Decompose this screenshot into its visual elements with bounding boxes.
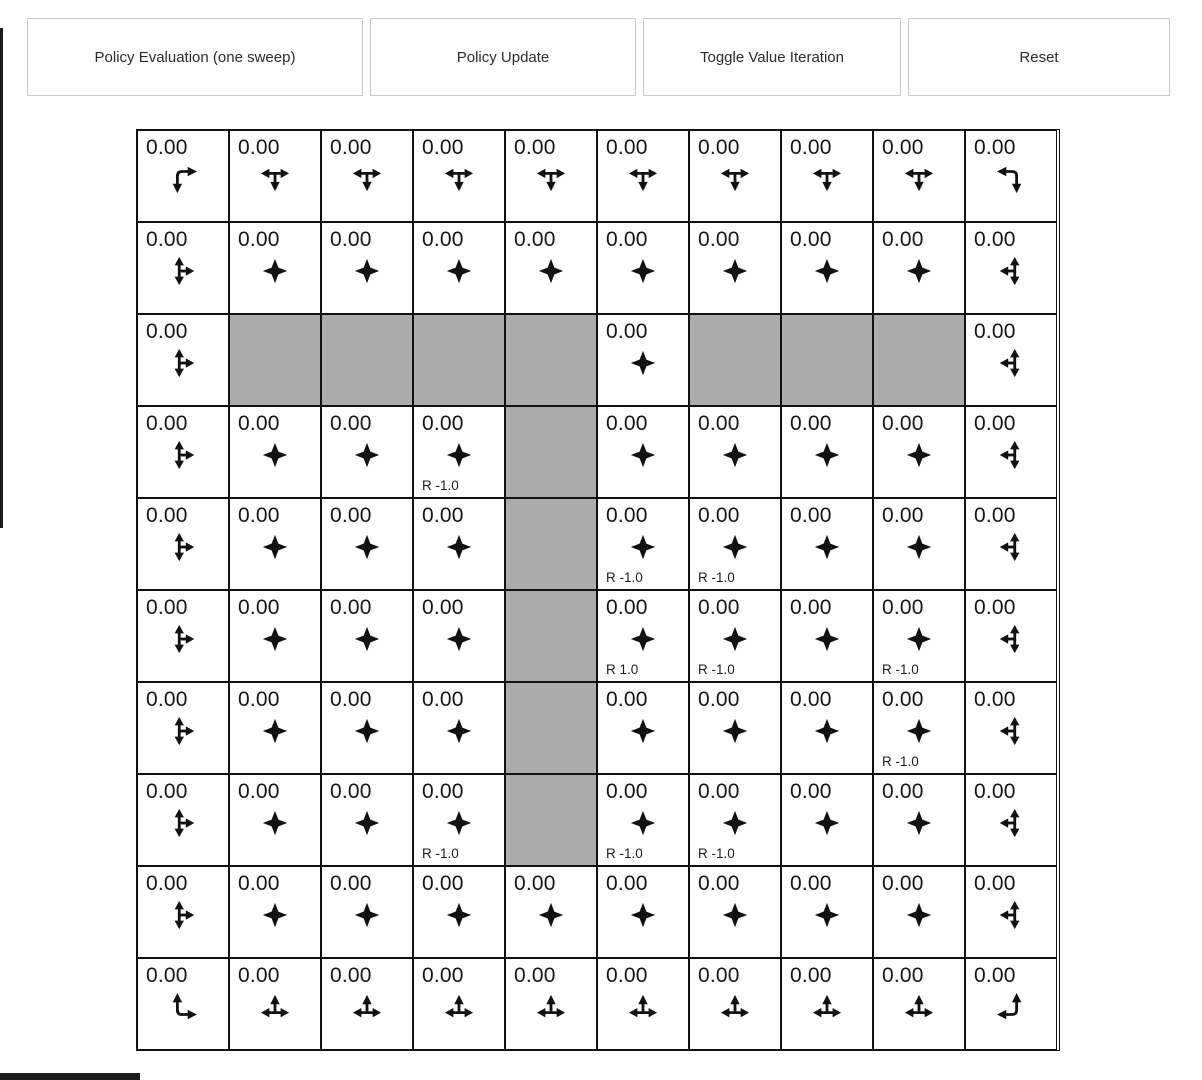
grid-cell[interactable] <box>873 130 965 222</box>
grid-cell[interactable] <box>413 498 505 590</box>
state-value: 0.00 <box>974 872 1016 895</box>
grid-cell[interactable] <box>137 958 229 1050</box>
grid-cell[interactable] <box>137 774 229 866</box>
state-value: 0.00 <box>974 504 1016 527</box>
state-value: 0.00 <box>698 688 740 711</box>
state-value: 0.00 <box>146 688 188 711</box>
grid-cell[interactable] <box>413 682 505 774</box>
grid-cell[interactable] <box>597 590 689 682</box>
policy-arrows-icon <box>168 348 198 378</box>
state-value: 0.00 <box>882 412 924 435</box>
state-value: 0.00 <box>974 596 1016 619</box>
grid-cell[interactable] <box>689 406 781 498</box>
toggle-value-iteration-button[interactable]: Toggle Value Iteration <box>643 18 901 96</box>
state-value: 0.00 <box>698 504 740 527</box>
policy-arrows-icon <box>996 992 1026 1022</box>
grid-cell[interactable] <box>781 866 873 958</box>
grid-cell[interactable] <box>321 406 413 498</box>
policy-arrows-icon <box>260 164 290 194</box>
policy-arrows-icon <box>444 992 474 1022</box>
reward-label: R -1.0 <box>606 570 643 585</box>
state-value: 0.00 <box>698 964 740 987</box>
grid-cell[interactable] <box>505 866 597 958</box>
grid-cell[interactable] <box>137 130 229 222</box>
state-value: 0.00 <box>606 228 648 251</box>
grid-wall-cell <box>413 314 505 406</box>
state-value: 0.00 <box>330 596 372 619</box>
policy-arrows-icon <box>812 808 842 838</box>
grid-cell[interactable] <box>597 498 689 590</box>
state-value: 0.00 <box>146 412 188 435</box>
grid-cell[interactable] <box>413 774 505 866</box>
state-value: 0.00 <box>606 136 648 159</box>
state-value: 0.00 <box>330 504 372 527</box>
gridworld <box>136 129 1202 1051</box>
reward-label: R -1.0 <box>606 846 643 861</box>
grid-cell[interactable] <box>137 590 229 682</box>
grid-cell[interactable] <box>965 958 1057 1050</box>
grid-wall-cell <box>505 774 597 866</box>
grid-cell[interactable] <box>505 130 597 222</box>
grid-cell[interactable] <box>597 866 689 958</box>
state-value: 0.00 <box>146 964 188 987</box>
grid-cell[interactable] <box>965 682 1057 774</box>
grid-cell[interactable] <box>413 130 505 222</box>
policy-arrows-icon <box>812 992 842 1022</box>
toolbar <box>0 0 1202 96</box>
reward-label: R -1.0 <box>698 662 735 677</box>
state-value: 0.00 <box>238 136 280 159</box>
gridworld-grid <box>136 129 1060 1051</box>
grid-cell[interactable] <box>965 774 1057 866</box>
policy-arrows-icon <box>352 624 382 654</box>
policy-arrows-icon <box>628 440 658 470</box>
policy-arrows-icon <box>168 992 198 1022</box>
policy-arrows-icon <box>628 164 658 194</box>
policy-arrows-icon <box>536 164 566 194</box>
policy-update-button[interactable]: Policy Update <box>370 18 636 96</box>
grid-cell[interactable] <box>597 682 689 774</box>
policy-arrows-icon <box>996 900 1026 930</box>
policy-arrows-icon <box>720 532 750 562</box>
reset-button[interactable]: Reset <box>908 18 1170 96</box>
reward-label: R -1.0 <box>698 570 735 585</box>
grid-cell[interactable] <box>965 222 1057 314</box>
policy-arrows-icon <box>812 900 842 930</box>
state-value: 0.00 <box>238 596 280 619</box>
state-value: 0.00 <box>790 596 832 619</box>
state-value: 0.00 <box>422 780 464 803</box>
policy-arrows-icon <box>720 808 750 838</box>
reward-label: R -1.0 <box>882 754 919 769</box>
policy-arrows-icon <box>720 164 750 194</box>
grid-cell[interactable] <box>873 222 965 314</box>
grid-wall-cell <box>505 314 597 406</box>
state-value: 0.00 <box>514 136 556 159</box>
policy-arrows-icon <box>168 624 198 654</box>
state-value: 0.00 <box>422 596 464 619</box>
policy-arrows-icon <box>904 808 934 838</box>
grid-cell[interactable] <box>229 958 321 1050</box>
policy-arrows-icon <box>628 348 658 378</box>
state-value: 0.00 <box>422 964 464 987</box>
grid-cell[interactable] <box>137 866 229 958</box>
grid-cell[interactable] <box>689 590 781 682</box>
policy-arrows-icon <box>352 716 382 746</box>
state-value: 0.00 <box>146 320 188 343</box>
grid-cell[interactable] <box>689 774 781 866</box>
state-value: 0.00 <box>330 228 372 251</box>
state-value: 0.00 <box>514 228 556 251</box>
state-value: 0.00 <box>606 412 648 435</box>
grid-cell[interactable] <box>413 590 505 682</box>
policy-arrows-icon <box>536 256 566 286</box>
policy-arrows-icon <box>996 808 1026 838</box>
state-value: 0.00 <box>146 596 188 619</box>
policy-arrows-icon <box>996 348 1026 378</box>
policy-arrows-icon <box>168 900 198 930</box>
state-value: 0.00 <box>974 780 1016 803</box>
grid-cell[interactable] <box>965 590 1057 682</box>
policy-arrows-icon <box>168 164 198 194</box>
grid-cell[interactable] <box>873 590 965 682</box>
grid-cell[interactable] <box>137 406 229 498</box>
grid-cell[interactable] <box>689 866 781 958</box>
grid-cell[interactable] <box>229 222 321 314</box>
grid-cell[interactable] <box>321 866 413 958</box>
state-value: 0.00 <box>330 412 372 435</box>
policy-arrows-icon <box>260 900 290 930</box>
policy-arrows-icon <box>812 440 842 470</box>
state-value: 0.00 <box>606 964 648 987</box>
policy-arrows-icon <box>812 716 842 746</box>
policy-evaluation-button[interactable]: Policy Evaluation (one sweep) <box>27 18 363 96</box>
state-value: 0.00 <box>514 964 556 987</box>
policy-arrows-icon <box>444 532 474 562</box>
grid-cell[interactable] <box>597 314 689 406</box>
reward-label: R -1.0 <box>882 662 919 677</box>
policy-arrows-icon <box>260 716 290 746</box>
grid-cell[interactable] <box>689 498 781 590</box>
grid-cell[interactable] <box>321 682 413 774</box>
state-value: 0.00 <box>146 872 188 895</box>
state-value: 0.00 <box>238 780 280 803</box>
state-value: 0.00 <box>790 688 832 711</box>
grid-cell[interactable] <box>597 130 689 222</box>
policy-arrows-icon <box>260 808 290 838</box>
policy-arrows-icon <box>444 900 474 930</box>
state-value: 0.00 <box>422 228 464 251</box>
state-value: 0.00 <box>882 780 924 803</box>
policy-arrows-icon <box>444 716 474 746</box>
policy-arrows-icon <box>996 716 1026 746</box>
policy-arrows-icon <box>168 440 198 470</box>
grid-cell[interactable] <box>229 774 321 866</box>
policy-arrows-icon <box>260 992 290 1022</box>
grid-cell[interactable] <box>781 498 873 590</box>
grid-cell[interactable] <box>965 406 1057 498</box>
grid-cell[interactable] <box>321 130 413 222</box>
grid-wall-cell <box>689 314 781 406</box>
policy-arrows-icon <box>444 164 474 194</box>
grid-cell[interactable] <box>229 682 321 774</box>
state-value: 0.00 <box>606 320 648 343</box>
grid-cell[interactable] <box>689 958 781 1050</box>
state-value: 0.00 <box>698 872 740 895</box>
policy-arrows-icon <box>260 624 290 654</box>
state-value: 0.00 <box>238 688 280 711</box>
policy-arrows-icon <box>904 440 934 470</box>
state-value: 0.00 <box>238 412 280 435</box>
state-value: 0.00 <box>882 872 924 895</box>
policy-arrows-icon <box>904 164 934 194</box>
policy-arrows-icon <box>352 532 382 562</box>
grid-wall-cell <box>321 314 413 406</box>
state-value: 0.00 <box>606 596 648 619</box>
grid-cell[interactable] <box>781 130 873 222</box>
grid-cell[interactable] <box>689 682 781 774</box>
bottom-edge-artifact <box>0 1073 140 1080</box>
policy-arrows-icon <box>904 716 934 746</box>
policy-arrows-icon <box>168 808 198 838</box>
state-value: 0.00 <box>974 228 1016 251</box>
policy-arrows-icon <box>628 256 658 286</box>
policy-arrows-icon <box>720 256 750 286</box>
grid-cell[interactable] <box>781 222 873 314</box>
policy-arrows-icon <box>720 900 750 930</box>
grid-wall-cell <box>781 314 873 406</box>
policy-arrows-icon <box>260 256 290 286</box>
policy-arrows-icon <box>904 900 934 930</box>
state-value: 0.00 <box>422 688 464 711</box>
state-value: 0.00 <box>606 872 648 895</box>
grid-cell[interactable] <box>229 498 321 590</box>
grid-cell[interactable] <box>781 406 873 498</box>
policy-arrows-icon <box>628 716 658 746</box>
grid-cell[interactable] <box>781 590 873 682</box>
grid-wall-cell <box>505 590 597 682</box>
policy-arrows-icon <box>260 532 290 562</box>
state-value: 0.00 <box>882 228 924 251</box>
state-value: 0.00 <box>606 688 648 711</box>
left-edge-artifact <box>0 28 3 528</box>
grid-cell[interactable] <box>505 222 597 314</box>
policy-arrows-icon <box>904 992 934 1022</box>
state-value: 0.00 <box>146 228 188 251</box>
grid-cell[interactable] <box>229 866 321 958</box>
state-value: 0.00 <box>790 504 832 527</box>
state-value: 0.00 <box>698 136 740 159</box>
reward-label: R -1.0 <box>422 478 459 493</box>
grid-cell[interactable] <box>873 498 965 590</box>
grid-cell[interactable] <box>873 774 965 866</box>
state-value: 0.00 <box>790 136 832 159</box>
policy-arrows-icon <box>168 716 198 746</box>
policy-arrows-icon <box>444 624 474 654</box>
policy-arrows-icon <box>628 532 658 562</box>
state-value: 0.00 <box>882 688 924 711</box>
state-value: 0.00 <box>514 872 556 895</box>
policy-arrows-icon <box>168 532 198 562</box>
state-value: 0.00 <box>698 412 740 435</box>
grid-cell[interactable] <box>137 222 229 314</box>
grid-cell[interactable] <box>597 958 689 1050</box>
grid-cell[interactable] <box>597 406 689 498</box>
grid-wall-cell <box>505 406 597 498</box>
policy-arrows-icon <box>352 440 382 470</box>
grid-wall-cell <box>873 314 965 406</box>
policy-arrows-icon <box>536 900 566 930</box>
grid-cell[interactable] <box>321 958 413 1050</box>
state-value: 0.00 <box>330 780 372 803</box>
grid-cell[interactable] <box>873 958 965 1050</box>
policy-arrows-icon <box>720 440 750 470</box>
state-value: 0.00 <box>606 780 648 803</box>
policy-arrows-icon <box>444 256 474 286</box>
grid-cell[interactable] <box>229 590 321 682</box>
grid-wall-cell <box>505 498 597 590</box>
grid-cell[interactable] <box>229 406 321 498</box>
state-value: 0.00 <box>974 136 1016 159</box>
state-value: 0.00 <box>790 412 832 435</box>
policy-arrows-icon <box>812 532 842 562</box>
state-value: 0.00 <box>974 688 1016 711</box>
policy-arrows-icon <box>168 256 198 286</box>
grid-cell[interactable] <box>965 866 1057 958</box>
reward-label: R 1.0 <box>606 662 639 677</box>
grid-cell[interactable] <box>413 958 505 1050</box>
state-value: 0.00 <box>698 780 740 803</box>
grid-cell[interactable] <box>781 682 873 774</box>
grid-cell[interactable] <box>321 590 413 682</box>
grid-cell[interactable] <box>781 774 873 866</box>
grid-cell[interactable] <box>873 682 965 774</box>
policy-arrows-icon <box>536 992 566 1022</box>
state-value: 0.00 <box>882 964 924 987</box>
policy-arrows-icon <box>352 900 382 930</box>
grid-cell[interactable] <box>137 314 229 406</box>
state-value: 0.00 <box>882 596 924 619</box>
grid-cell[interactable] <box>965 498 1057 590</box>
grid-cell[interactable] <box>965 130 1057 222</box>
policy-arrows-icon <box>904 256 934 286</box>
state-value: 0.00 <box>422 504 464 527</box>
policy-arrows-icon <box>352 992 382 1022</box>
policy-arrows-icon <box>996 532 1026 562</box>
policy-arrows-icon <box>352 808 382 838</box>
policy-arrows-icon <box>904 532 934 562</box>
state-value: 0.00 <box>790 872 832 895</box>
policy-arrows-icon <box>812 256 842 286</box>
state-value: 0.00 <box>698 228 740 251</box>
policy-arrows-icon <box>260 440 290 470</box>
state-value: 0.00 <box>974 964 1016 987</box>
policy-arrows-icon <box>352 164 382 194</box>
state-value: 0.00 <box>146 504 188 527</box>
grid-cell[interactable] <box>229 130 321 222</box>
state-value: 0.00 <box>330 872 372 895</box>
grid-cell[interactable] <box>413 406 505 498</box>
policy-arrows-icon <box>720 624 750 654</box>
policy-arrows-icon <box>628 808 658 838</box>
state-value: 0.00 <box>790 964 832 987</box>
grid-cell[interactable] <box>413 866 505 958</box>
policy-arrows-icon <box>628 992 658 1022</box>
policy-arrows-icon <box>444 808 474 838</box>
state-value: 0.00 <box>238 504 280 527</box>
state-value: 0.00 <box>882 136 924 159</box>
state-value: 0.00 <box>790 228 832 251</box>
grid-cell[interactable] <box>321 498 413 590</box>
state-value: 0.00 <box>882 504 924 527</box>
state-value: 0.00 <box>422 872 464 895</box>
state-value: 0.00 <box>330 688 372 711</box>
state-value: 0.00 <box>330 136 372 159</box>
policy-arrows-icon <box>720 716 750 746</box>
grid-cell[interactable] <box>505 958 597 1050</box>
state-value: 0.00 <box>974 320 1016 343</box>
grid-cell[interactable] <box>137 498 229 590</box>
state-value: 0.00 <box>146 136 188 159</box>
state-value: 0.00 <box>330 964 372 987</box>
grid-cell[interactable] <box>689 130 781 222</box>
policy-arrows-icon <box>996 624 1026 654</box>
grid-wall-cell <box>505 682 597 774</box>
state-value: 0.00 <box>606 504 648 527</box>
reward-label: R -1.0 <box>422 846 459 861</box>
grid-cell[interactable] <box>321 774 413 866</box>
state-value: 0.00 <box>790 780 832 803</box>
grid-cell[interactable] <box>597 222 689 314</box>
state-value: 0.00 <box>238 872 280 895</box>
grid-cell[interactable] <box>873 866 965 958</box>
grid-cell[interactable] <box>137 682 229 774</box>
policy-arrows-icon <box>444 440 474 470</box>
policy-arrows-icon <box>996 256 1026 286</box>
grid-cell[interactable] <box>413 222 505 314</box>
grid-cell[interactable] <box>689 222 781 314</box>
reward-label: R -1.0 <box>698 846 735 861</box>
grid-cell[interactable] <box>873 406 965 498</box>
policy-arrows-icon <box>628 624 658 654</box>
state-value: 0.00 <box>238 228 280 251</box>
grid-cell[interactable] <box>597 774 689 866</box>
state-value: 0.00 <box>146 780 188 803</box>
state-value: 0.00 <box>238 964 280 987</box>
grid-cell[interactable] <box>965 314 1057 406</box>
policy-arrows-icon <box>812 164 842 194</box>
policy-arrows-icon <box>812 624 842 654</box>
policy-arrows-icon <box>996 164 1026 194</box>
grid-cell[interactable] <box>321 222 413 314</box>
state-value: 0.00 <box>974 412 1016 435</box>
state-value: 0.00 <box>422 136 464 159</box>
policy-arrows-icon <box>904 624 934 654</box>
grid-wall-cell <box>229 314 321 406</box>
state-value: 0.00 <box>698 596 740 619</box>
grid-cell[interactable] <box>781 958 873 1050</box>
policy-arrows-icon <box>352 256 382 286</box>
policy-arrows-icon <box>628 900 658 930</box>
policy-arrows-icon <box>720 992 750 1022</box>
state-value: 0.00 <box>422 412 464 435</box>
policy-arrows-icon <box>996 440 1026 470</box>
